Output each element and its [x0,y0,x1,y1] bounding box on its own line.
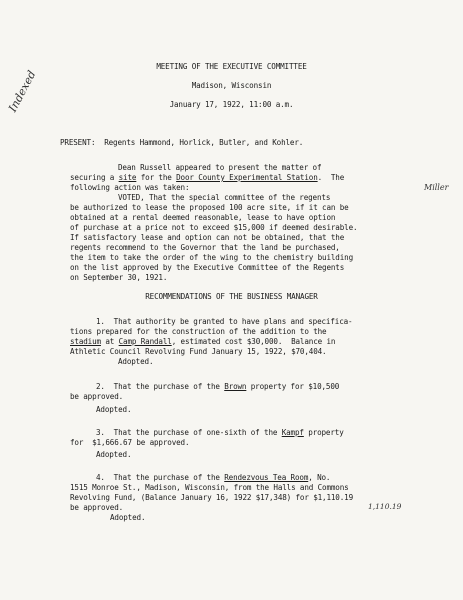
item3-line-1 [96,428,344,438]
text-segment: at [100,337,119,346]
item4-adopted: Adopted. [110,513,146,522]
text-segment: , estimated cost $30,000. Balance in [171,337,336,346]
text-segment: property [303,428,344,437]
text-segment: , No. [308,473,331,482]
russell-line-3: following action was taken: [70,183,190,192]
rendezvous-tea-room: Rendezvous Tea Room [224,473,309,482]
item2-line-1 [96,382,339,392]
russell-line-2 [70,173,344,183]
text-segment: property for $10,500 [246,382,340,391]
text-segment: 4. That the purchase of the [96,473,225,482]
item3-line-2: for $1,666.67 be approved. [70,438,190,447]
kampf-underlined: Kampf [281,428,304,437]
meeting-datetime: January 17, 1922, 11:00 a.m. [169,100,294,109]
item3-adopted: Adopted. [96,450,132,459]
meeting-place: Madison, Wisconsin [191,81,272,90]
item2-line-2: be approved. [70,392,124,401]
camp-randall-underlined: Camp Randall [118,337,172,346]
brown-underlined: Brown [224,382,247,391]
item4-line-3: Revolving Fund, (Balance January 16, 1922 $17,348) for $1,110.19 [70,493,353,502]
item1-line-4: Athletic Council Revolving Fund January 15, 1922, $70,404. [70,347,327,356]
section-title: RECOMMENDATIONS OF THE BUSINESS MANAGER [145,292,318,301]
russell-line-11: on the list approved by the Executive Committee of the Regents [70,263,345,272]
russell-line-6: obtained at a rental deemed reasonable, lease to have option [70,213,336,222]
item4-line-1 [96,473,330,483]
russell-line-9: regents recommend to the Governor that the land be purchased, [70,243,340,252]
item1-adopted: Adopted. [118,357,154,366]
stadium-underlined: stadium [70,337,101,346]
item4-line-4: be approved. [70,503,124,512]
russell-line-12: on September 30, 1921. [70,273,168,282]
text-segment: 3. That the purchase of one-sixth of the [96,428,282,437]
present-line: PRESENT: Regents Hammond, Horlick, Butler, and Kohler. [60,138,304,147]
item1-line-3 [70,337,335,347]
door-county-station: Door County Experimental Station [176,173,318,182]
miller-annotation: Miller [424,183,449,192]
russell-line-8: If satisfactory lease and option can not be obtained, that the [70,233,345,242]
russell-line-5: be authorized to lease the proposed 100 acre site, if it can be [70,203,349,212]
russell-line-7: of purchase at a price not to exceed $15,000 if deemed desirable. [70,223,358,232]
meeting-title: MEETING OF THE EXECUTIVE COMMITTEE [156,62,307,71]
text-segment: . The [317,173,345,182]
voted-line: VOTED, That the special committee of the regents [118,193,331,202]
indexed-annotation: Indexed [6,68,39,115]
text-segment: for the [136,173,177,182]
site-underlined: site [118,173,137,182]
russell-line-1: Dean Russell appeared to present the matter of [118,163,322,172]
amount-annotation: 1,110.19 [368,502,402,511]
text-segment: 2. That the purchase of the [96,382,225,391]
text-segment: securing a [70,173,119,182]
item4-line-2: 1515 Monroe St., Madison, Wisconsin, from the Halls and Commons [70,483,349,492]
item1-line-2: tions prepared for the construction of the addition to the [70,327,327,336]
item1-line-1: 1. That authority be granted to have plans and specifica- [96,317,353,326]
russell-line-10: the item to take the order of the wing to the chemistry building [70,253,353,262]
item2-adopted: Adopted. [96,405,132,414]
